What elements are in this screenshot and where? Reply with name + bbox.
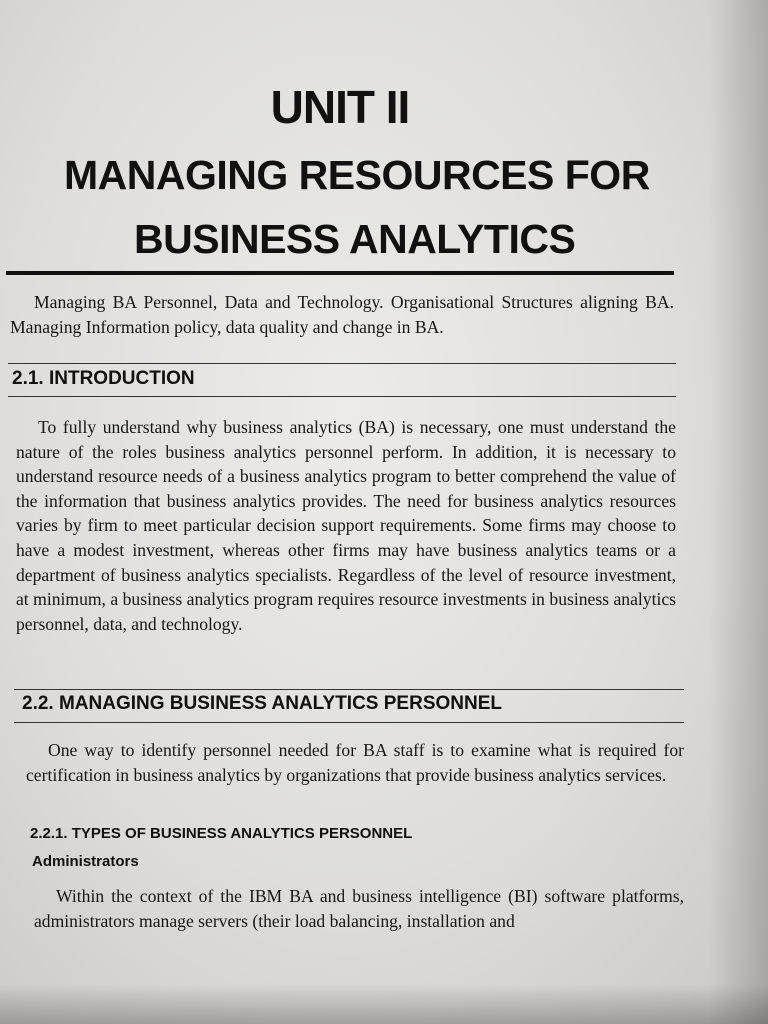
chapter-title-line-1: MANAGING RESOURCES FOR (64, 152, 650, 198)
section-rule-top-2 (14, 689, 684, 690)
chapter-title-line-2: BUSINESS ANALYTICS (134, 216, 576, 262)
unit-heading: UNIT II (270, 81, 410, 133)
title-rule (6, 271, 674, 275)
section-heading-introduction: 2.1. INTRODUCTION (12, 368, 195, 389)
subheading-administrators: Administrators (32, 853, 139, 870)
section-heading-personnel: 2.2. MANAGING BUSINESS ANALYTICS PERSONNEL (22, 693, 503, 714)
administrators-paragraph: Within the context of the IBM BA and business intelligence (BI) software platforms, administrators manage servers (their load balancing, installation and (34, 886, 684, 931)
section-rule-bottom-2 (14, 722, 684, 723)
section-rule-bottom (8, 396, 676, 397)
page-edge-shadow (708, 0, 768, 1024)
section-rule-top (8, 363, 676, 364)
subsection-heading-types: 2.2.1. TYPES OF BUSINESS ANALYTICS PERSONNEL (30, 825, 413, 842)
chapter-summary: Managing BA Personnel, Data and Technology. Organisational Structures aligning BA. Managing Information policy, data quality and change in BA. (10, 292, 674, 337)
page-bottom-shadow (0, 984, 768, 1024)
personnel-paragraph: One way to identify personnel needed for BA staff is to examine what is required for certification in business analytics by organizations that provide business analytics services. (26, 740, 684, 785)
introduction-paragraph: To fully understand why business analytics (BA) is necessary, one must understand the nature of the roles business analytics personnel perform. In addition, it is necessary to understand resource needs of a business analytics program to better comprehend the value of the information that business analytics provides. The need for business analytics resources varies by firm to meet particular decision support requirements. Some firms may choose to have a modest investment, whereas other firms may have business analytics teams or a department of business analytics specialists. Regardless of the level of resource investment, at minimum, a business analytics program requires resource investments in business analytics personnel, data, and technology. (16, 417, 676, 634)
